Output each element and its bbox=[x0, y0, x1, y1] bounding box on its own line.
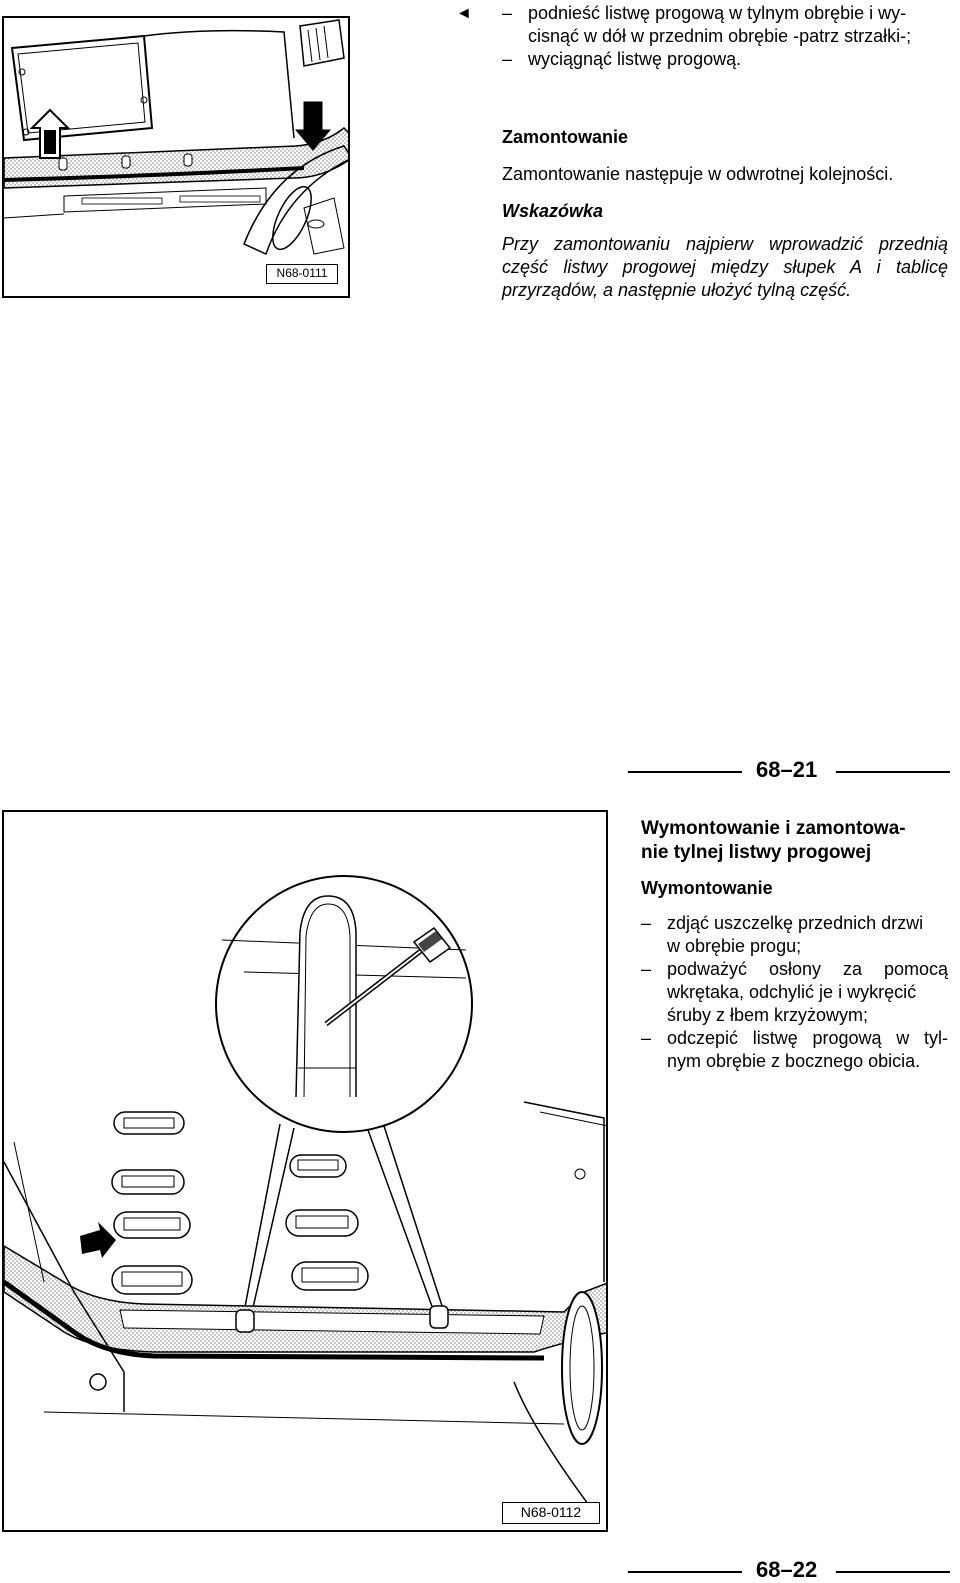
page-number-rule-right bbox=[836, 771, 950, 773]
figure-label: N68-0112 bbox=[502, 1502, 600, 1524]
step-pry-covers-cont bbox=[667, 981, 916, 1004]
step-text: podnieść listwę progową w tylnym obrębie i wy- bbox=[528, 3, 907, 23]
dash: – bbox=[641, 1028, 652, 1048]
page-number: 68–21 bbox=[756, 757, 818, 782]
step-pry-covers bbox=[641, 958, 948, 981]
note-line: Przy zamontowaniu najpierw wprowadzić przednią bbox=[502, 234, 948, 254]
step-text: wkrętaka, odchylić je i wykręcić bbox=[667, 982, 917, 1002]
step-lift-trim bbox=[502, 2, 948, 25]
step-lift-trim-cont bbox=[528, 25, 911, 48]
rear-sill-trim-illustration bbox=[4, 812, 608, 1532]
figure-label: N68-0111 bbox=[266, 264, 338, 284]
step-pry-covers-cont bbox=[667, 1004, 868, 1027]
removal-heading: Wymontowanie bbox=[641, 878, 773, 898]
step-text: zdjąć uszczelkę przednich drzwi bbox=[667, 913, 924, 933]
reference-marker: ◄ bbox=[456, 5, 472, 22]
install-text: Zamontowanie następuje w odwrotnej kolejności. bbox=[502, 164, 894, 184]
page-number-rule-left bbox=[628, 771, 742, 773]
install-heading: Zamontowanie bbox=[502, 127, 629, 147]
page-number-rule-right bbox=[836, 1571, 950, 1573]
step-text: odczepić listwę progową w tyl- bbox=[667, 1028, 948, 1048]
step-text: podważyć osłony za pomocą bbox=[667, 959, 948, 979]
dash: – bbox=[502, 3, 513, 23]
page-number-rule-left bbox=[628, 1571, 742, 1573]
step-unhook-trim-cont bbox=[667, 1050, 920, 1073]
note-line: część listwy progowej między słupek A i tablicę bbox=[502, 257, 948, 277]
note-line: przyrządów, a następnie ułożyć tylną część. bbox=[502, 280, 852, 300]
sill-trim-illustration-top bbox=[4, 18, 350, 298]
step-text: cisnąć w dół w przednim obrębie -patrz strzałki-; bbox=[528, 26, 912, 46]
section-title: Wymontowanie i zamontowa- bbox=[641, 818, 906, 839]
step-remove-seal-cont bbox=[667, 935, 801, 958]
note-heading: Wskazówka bbox=[502, 201, 604, 221]
dash: – bbox=[641, 959, 652, 979]
step-text: nym obrębie z bocznego obicia. bbox=[667, 1051, 921, 1071]
dash: – bbox=[502, 49, 513, 69]
step-remove-seal bbox=[641, 912, 923, 935]
step-text: w obrębie progu; bbox=[667, 936, 802, 956]
figure-n68-0112 bbox=[2, 810, 608, 1532]
section-title: nie tylnej listwy progowej bbox=[641, 842, 872, 863]
step-text: wyciągnąć listwę progową. bbox=[528, 49, 742, 69]
figure-n68-0111 bbox=[2, 16, 350, 298]
page-number: 68–22 bbox=[756, 1557, 818, 1582]
step-text: śruby z łbem krzyżowym; bbox=[667, 1005, 869, 1025]
step-pull-out-trim bbox=[502, 48, 741, 71]
step-unhook-trim bbox=[641, 1027, 948, 1050]
dash: – bbox=[641, 913, 652, 933]
